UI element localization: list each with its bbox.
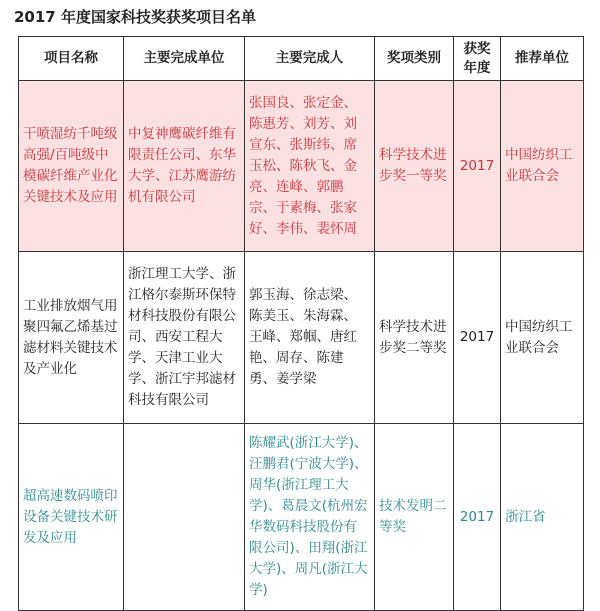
header-category: 奖项类别 xyxy=(375,37,454,81)
header-recommender: 推荐单位 xyxy=(501,37,584,81)
cell-recommender: 中国纺织工业联合会 xyxy=(501,81,584,252)
cell-units xyxy=(124,424,245,611)
cell-project: 超高速数码喷印设备关键技术研发及应用 xyxy=(19,424,124,611)
cell-people: 陈耀武(浙江大学)、汪鹏君(宁波大学)、周华(浙江理工大学)、葛晨文(杭州宏华数码科技股份有限公司)、田翔(浙江大学)、周凡(浙江大学) xyxy=(245,424,375,611)
awards-table xyxy=(18,36,584,611)
table-row xyxy=(19,424,584,611)
cell-category: 技术发明二等奖 xyxy=(375,424,454,611)
cell-units: 浙江理工大学、浙江格尔泰斯环保特材科技股份有限公司、西安工程大学、天津工业大学、浙江宇邦滤材科技有限公司 xyxy=(124,252,245,424)
header-project: 项目名称 xyxy=(19,37,124,81)
cell-recommender: 浙江省 xyxy=(501,424,584,611)
header-people: 主要完成人 xyxy=(245,37,375,81)
cell-people: 张国良、张定金、陈惠芳、刘芳、刘宣东、张斯纬、席玉松、陈秋飞、金亮、连峰、郭鹏宗、于素梅、张家好、李伟、裴怀周 xyxy=(245,81,375,252)
cell-category: 科学技术进步奖一等奖 xyxy=(375,81,454,252)
cell-project: 工业排放烟气用聚四氟乙烯基过滤材料关键技术及产业化 xyxy=(19,252,124,424)
cell-category: 科学技术进步奖二等奖 xyxy=(375,252,454,424)
cell-units: 中复神鹰碳纤维有限责任公司、东华大学、江苏鹰游纺机有限公司 xyxy=(124,81,245,252)
page-title: 2017 年度国家科技奖获奖项目名单 xyxy=(14,8,256,26)
cell-year: 2017 xyxy=(454,252,501,424)
cell-year: 2017 xyxy=(454,424,501,611)
header-units: 主要完成单位 xyxy=(124,37,245,81)
cell-recommender: 中国纺织工业联合会 xyxy=(501,252,584,424)
cell-year: 2017 xyxy=(454,81,501,252)
table-header-row xyxy=(19,37,584,81)
header-year: 获奖年度 xyxy=(454,37,501,81)
cell-people: 郭玉海、徐志梁、陈美玉、朱海霖、王峰、郑帼、唐红艳、周存、陈建勇、姜学梁 xyxy=(245,252,375,424)
cell-project: 干喷湿纺千吨级高强/百吨级中模碳纤维产业化关键技术及应用 xyxy=(19,81,124,252)
table-row xyxy=(19,252,584,424)
table-row xyxy=(19,81,584,252)
